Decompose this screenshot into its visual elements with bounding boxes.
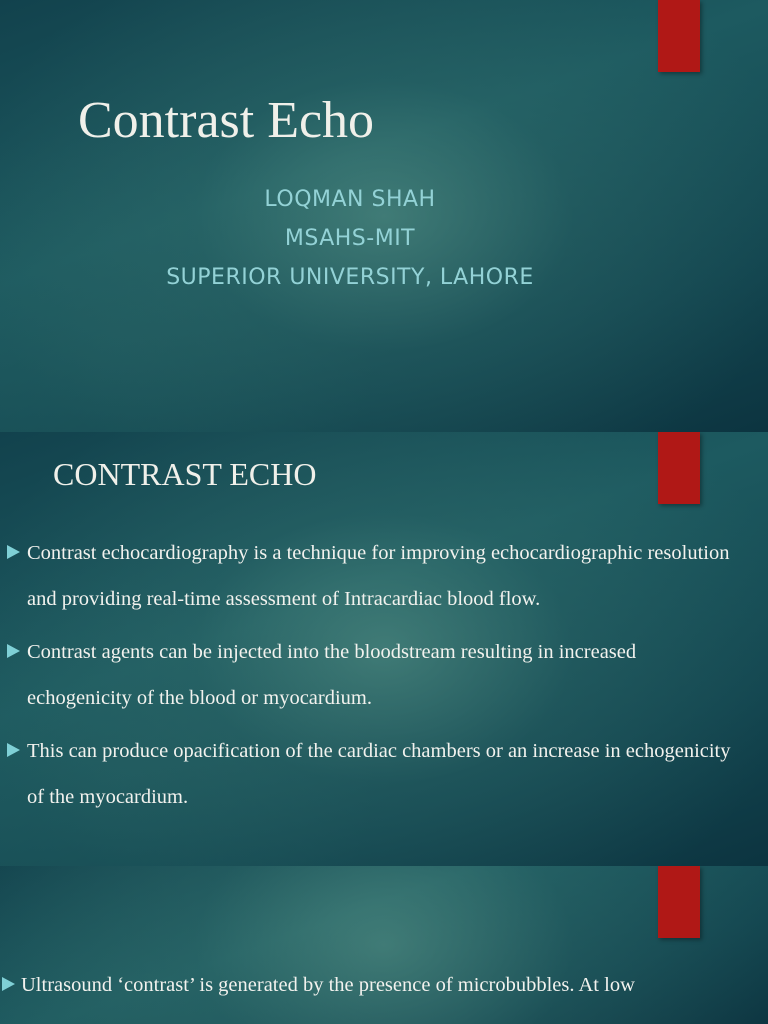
bullet-item	[0, 962, 740, 1008]
bullet-text: Contrast agents can be injected into the bloodstream resulting in increased echogenicity of the blood or myocardium.	[27, 641, 637, 709]
bullet-item	[0, 530, 740, 622]
slide-title	[0, 0, 768, 432]
bullet-list	[0, 962, 740, 1015]
slide-contrast-echo	[0, 432, 768, 866]
author-degree: MSAHS-MIT	[284, 226, 416, 251]
red-accent-tab	[658, 432, 700, 504]
red-accent-tab	[658, 866, 700, 938]
slide-subtitle	[100, 182, 600, 299]
author-institution: SUPERIOR UNIVERSITY, LAHORE	[166, 265, 534, 290]
triangle-bullet-icon	[7, 644, 20, 658]
bullet-list	[0, 530, 740, 827]
triangle-bullet-icon	[2, 977, 15, 991]
author-name: LOQMAN SHAH	[264, 187, 436, 212]
bullet-text: This can produce opacification of the cardiac chambers or an increase in echogenicity of the myocardium.	[27, 740, 731, 808]
bullet-item	[0, 629, 740, 721]
triangle-bullet-icon	[7, 743, 20, 757]
bullet-text: Contrast echocardiography is a technique for improving echocardiographic resolution and providing real-time assessment of Intracardiac blood flow.	[27, 542, 730, 610]
slide-microbubbles	[0, 866, 768, 1024]
bullet-item	[0, 728, 740, 820]
bullet-text: Ultrasound ‘contrast’ is generated by the presence of microbubbles. At low	[21, 974, 635, 996]
slide-heading: CONTRAST ECHO	[53, 456, 317, 492]
red-accent-tab	[658, 0, 700, 72]
triangle-bullet-icon	[7, 545, 20, 559]
slide-title-text: Contrast Echo	[78, 92, 375, 149]
